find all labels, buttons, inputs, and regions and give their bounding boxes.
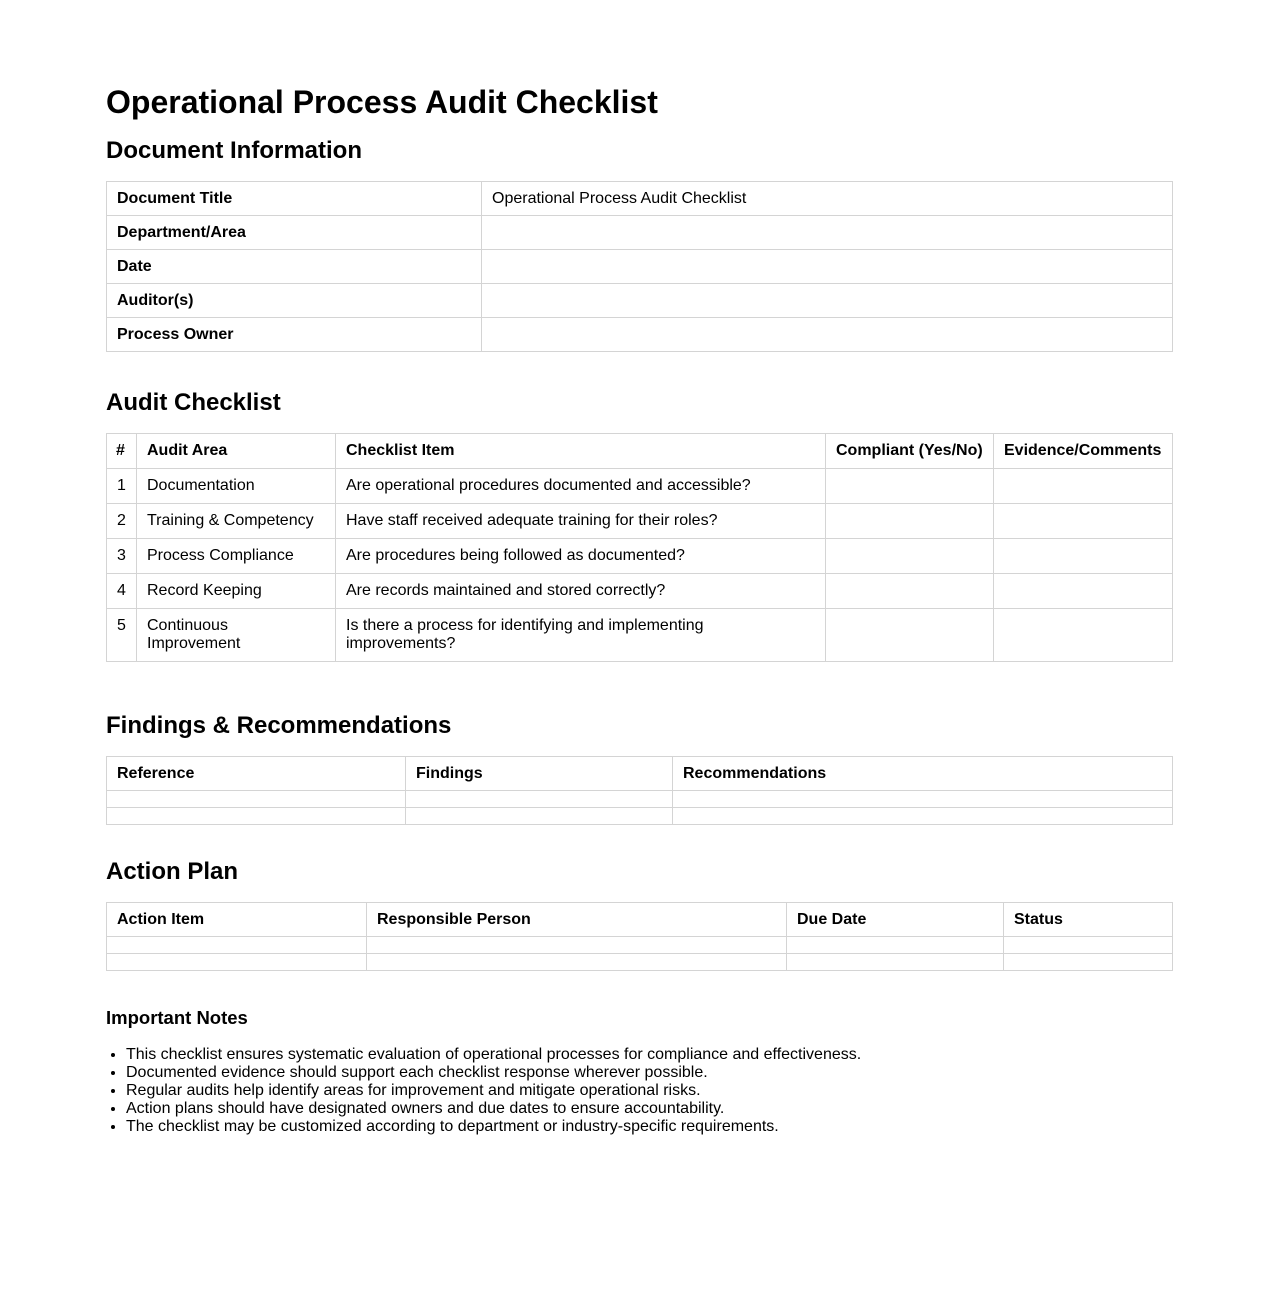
table-row <box>107 469 1173 504</box>
table-header-row <box>107 434 1173 469</box>
list-item: • The checklist may be customized according to department or industry-specific requirements. <box>126 1118 861 1136</box>
action-item-cell[interactable] <box>107 954 367 971</box>
table-row <box>107 216 1173 250</box>
row-number: 4 <box>107 574 137 609</box>
table-row <box>107 182 1173 216</box>
list-item: • Regular audits help identify areas for improvement and mitigate operational risks. <box>126 1082 861 1100</box>
doc-info-label: Process Owner <box>107 318 482 352</box>
action-plan-table <box>106 902 1173 971</box>
checklist-item: Are operational procedures documented and accessible? <box>336 469 826 504</box>
action-plan-heading: Action Plan <box>106 858 239 885</box>
due-date-cell[interactable] <box>787 954 1004 971</box>
compliant-cell[interactable] <box>826 504 994 539</box>
findings-cell[interactable] <box>406 791 673 808</box>
checklist-item: Is there a process for identifying and implementing improvements? <box>336 609 826 662</box>
column-header: Evidence/Comments <box>994 434 1173 469</box>
doc-info-value[interactable]: Operational Process Audit Checklist <box>482 182 1173 216</box>
responsible-person-cell[interactable] <box>367 954 787 971</box>
action-item-cell[interactable] <box>107 937 367 954</box>
column-header: Action Item <box>107 903 367 937</box>
audit-area: Process Compliance <box>137 539 336 574</box>
checklist-item: Are records maintained and stored correctly? <box>336 574 826 609</box>
evidence-cell[interactable] <box>994 469 1173 504</box>
notes-heading: Important Notes <box>106 1007 248 1028</box>
recommendations-cell[interactable] <box>673 808 1173 825</box>
reference-cell[interactable] <box>107 791 406 808</box>
status-cell[interactable] <box>1004 937 1173 954</box>
column-header: Responsible Person <box>367 903 787 937</box>
findings-table <box>106 756 1173 825</box>
doc-info-value[interactable] <box>482 250 1173 284</box>
table-header-row <box>107 757 1173 791</box>
compliant-cell[interactable] <box>826 609 994 662</box>
recommendations-cell[interactable] <box>673 791 1173 808</box>
table-row <box>107 318 1173 352</box>
doc-info-value[interactable] <box>482 284 1173 318</box>
audit-area: Record Keeping <box>137 574 336 609</box>
evidence-cell[interactable] <box>994 539 1173 574</box>
responsible-person-cell[interactable] <box>367 937 787 954</box>
table-row <box>107 504 1173 539</box>
doc-info-value[interactable] <box>482 216 1173 250</box>
table-row <box>107 937 1173 954</box>
row-number: 2 <box>107 504 137 539</box>
checklist-heading: Audit Checklist <box>106 389 281 416</box>
list-item: • Documented evidence should support each checklist response wherever possible. <box>126 1064 861 1082</box>
column-header: Audit Area <box>137 434 336 469</box>
doc-info-label: Document Title <box>107 182 482 216</box>
checklist-item: Have staff received adequate training for their roles? <box>336 504 826 539</box>
doc-info-heading: Document Information <box>106 137 362 164</box>
page-title: Operational Process Audit Checklist <box>106 84 658 120</box>
column-header: Findings <box>406 757 673 791</box>
column-header: Recommendations <box>673 757 1173 791</box>
evidence-cell[interactable] <box>994 504 1173 539</box>
checklist-item: Are procedures being followed as documented? <box>336 539 826 574</box>
table-row <box>107 791 1173 808</box>
table-header-row <box>107 903 1173 937</box>
audit-area: Documentation <box>137 469 336 504</box>
doc-info-label: Auditor(s) <box>107 284 482 318</box>
row-number: 1 <box>107 469 137 504</box>
findings-heading: Findings & Recommendations <box>106 712 452 739</box>
column-header: # <box>107 434 137 469</box>
column-header: Reference <box>107 757 406 791</box>
table-row <box>107 539 1173 574</box>
table-row <box>107 954 1173 971</box>
audit-area: Training & Competency <box>137 504 336 539</box>
list-item: • Action plans should have designated owners and due dates to ensure accountability. <box>126 1100 861 1118</box>
table-row <box>107 250 1173 284</box>
table-row <box>107 574 1173 609</box>
checklist-table <box>106 433 1173 662</box>
compliant-cell[interactable] <box>826 469 994 504</box>
doc-info-value[interactable] <box>482 318 1173 352</box>
audit-area: Continuous Improvement <box>137 609 336 662</box>
notes-list <box>106 1046 861 1136</box>
doc-info-table <box>106 181 1173 352</box>
status-cell[interactable] <box>1004 954 1173 971</box>
column-header: Checklist Item <box>336 434 826 469</box>
due-date-cell[interactable] <box>787 937 1004 954</box>
compliant-cell[interactable] <box>826 539 994 574</box>
column-header: Status <box>1004 903 1173 937</box>
table-row <box>107 808 1173 825</box>
findings-cell[interactable] <box>406 808 673 825</box>
doc-info-label: Date <box>107 250 482 284</box>
list-item: • This checklist ensures systematic evaluation of operational processes for compliance and effectiveness. <box>126 1046 861 1064</box>
compliant-cell[interactable] <box>826 574 994 609</box>
table-row <box>107 609 1173 662</box>
evidence-cell[interactable] <box>994 609 1173 662</box>
doc-info-label: Department/Area <box>107 216 482 250</box>
reference-cell[interactable] <box>107 808 406 825</box>
column-header: Compliant (Yes/No) <box>826 434 994 469</box>
column-header: Due Date <box>787 903 1004 937</box>
row-number: 3 <box>107 539 137 574</box>
table-row <box>107 284 1173 318</box>
evidence-cell[interactable] <box>994 574 1173 609</box>
row-number: 5 <box>107 609 137 662</box>
